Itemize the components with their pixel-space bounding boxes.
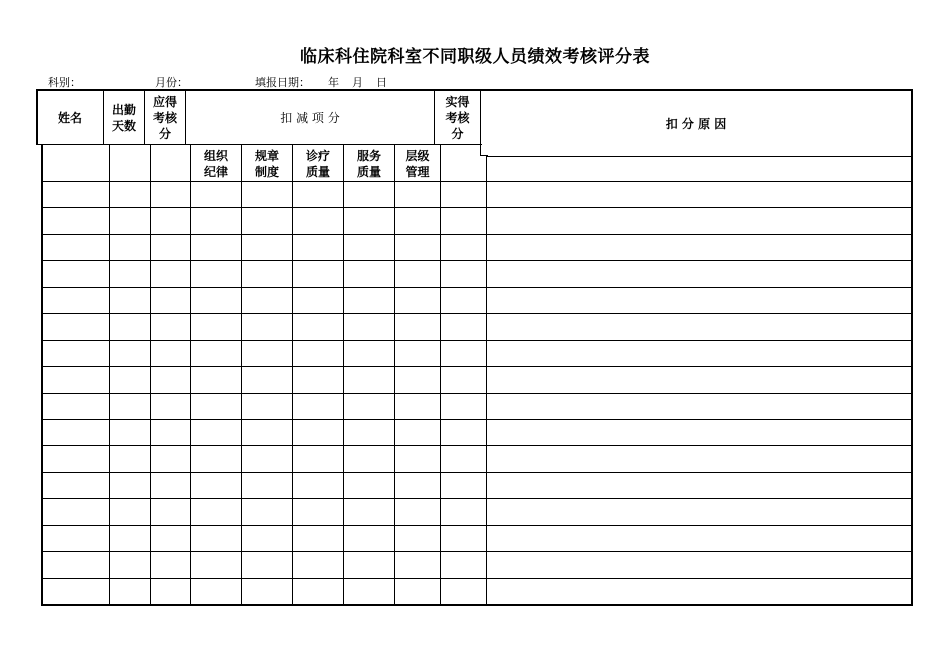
department-label: 科别： <box>48 76 81 89</box>
body-row-line <box>42 181 912 182</box>
header-top-border <box>36 89 913 91</box>
reason-header-bottom-line <box>487 156 912 157</box>
body-col-line <box>190 145 191 604</box>
body-row-line <box>42 260 912 261</box>
body-row-line <box>42 287 912 288</box>
page-title: 临床科住院科室不同职级人员绩效考核评分表 <box>300 47 650 67</box>
header-due-score: 应得 考核 分 <box>152 94 177 141</box>
body-row-line <box>42 445 912 446</box>
subheader-discipline: 组织 纪律 <box>203 148 228 179</box>
body-right-border <box>911 156 913 606</box>
header-col-line <box>103 90 104 145</box>
body-row-line <box>42 419 912 420</box>
body-row-line <box>42 551 912 552</box>
body-row-line <box>42 313 912 314</box>
body-col-line <box>486 156 487 604</box>
month-label: 月份： <box>155 76 188 89</box>
body-left-border <box>41 145 43 606</box>
year-label: 年 <box>328 76 339 89</box>
body-col-line <box>150 145 151 604</box>
body-row-line <box>42 366 912 367</box>
body-row-line <box>42 578 912 579</box>
header-col-line <box>144 90 145 145</box>
date-label: 填报日期： <box>255 76 310 89</box>
header-name: 姓名 <box>57 110 82 125</box>
header-col-line <box>434 90 435 145</box>
body-col-line <box>440 145 441 604</box>
subheader-regulations: 规章 制度 <box>254 148 279 179</box>
body-col-line <box>109 145 110 604</box>
body-row-line <box>42 525 912 526</box>
subheader-treatment-quality: 诊疗 质量 <box>305 148 330 179</box>
body-col-line <box>343 145 344 604</box>
header-col-line <box>185 90 186 145</box>
body-row-line <box>42 234 912 235</box>
header-left-border <box>36 89 38 145</box>
header-attendance: 出勤 天数 <box>111 102 136 133</box>
header-actual-score: 实得 考核 分 <box>445 94 470 141</box>
body-row-line <box>42 340 912 341</box>
header-right-border <box>911 89 913 157</box>
day-unit-label: 日 <box>376 76 387 89</box>
body-col-line <box>394 145 395 604</box>
subheader-service-quality: 服务 质量 <box>356 148 381 179</box>
body-row-line <box>42 472 912 473</box>
header-col-line <box>480 90 481 145</box>
subheader-level-management: 层级 管理 <box>405 148 430 179</box>
body-row-line <box>42 393 912 394</box>
body-row-line <box>42 498 912 499</box>
month-unit-label: 月 <box>352 76 363 89</box>
body-bottom-border <box>41 604 913 606</box>
body-col-line <box>241 145 242 604</box>
body-col-line <box>292 145 293 604</box>
body-row-line <box>42 207 912 208</box>
header-deduction-reason: 扣 分 原 因 <box>665 116 727 131</box>
header-deduction-items: 扣 减 项 分 <box>280 110 340 125</box>
